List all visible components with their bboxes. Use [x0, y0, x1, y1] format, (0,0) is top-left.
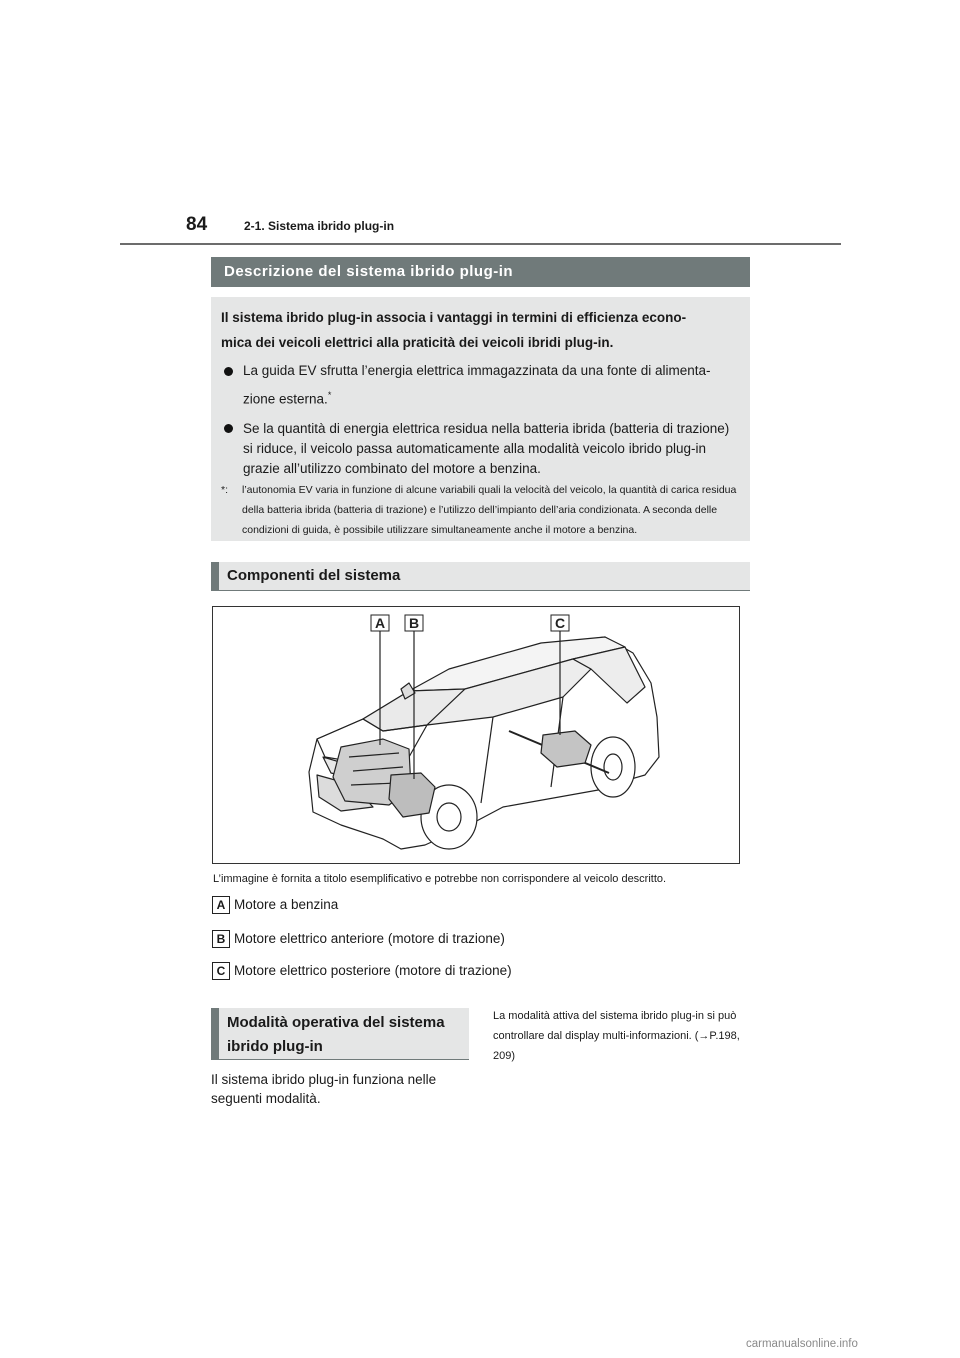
- figure-caption: L’immagine è fornita a titolo esemplificativo e potrebbe non corrispondere al veicolo descritto.: [213, 873, 667, 885]
- bullet-line-2: zione esterna.: [243, 391, 328, 407]
- intro-line-2: mica dei veicoli elettrici alla praticità dei veicoli ibridi plug-in.: [221, 335, 614, 350]
- legend-text-c: Motore elettrico posteriore (motore di trazione): [234, 963, 512, 978]
- bullet-dot-icon: [224, 424, 233, 433]
- footnote-asterisk: *: [327, 390, 332, 400]
- legend-text-b: Motore elettrico anteriore (motore di trazione): [234, 931, 505, 946]
- legend-item-b: [212, 930, 505, 948]
- footnote-text: l’autonomia EV varia in funzione di alcune variabili quali la velocità del veicolo, la quantità di carica residua della batteria ibrida (batteria di trazione) e l’utilizzo dell’impianto dell’aria condizionata. A seconda delle condizioni di guida, è possibile utilizzare simultaneamente anche il motore a benzina.: [242, 483, 737, 536]
- footnote: [221, 480, 740, 540]
- legend-key-b: B: [212, 930, 230, 948]
- figure-label-a: A: [375, 615, 386, 631]
- vehicle-drawing: [213, 607, 739, 863]
- section-title-description: Descrizione del sistema ibrido plug-in: [211, 257, 750, 287]
- car-door-line: [481, 717, 493, 803]
- bullet-text: Se la quantità di energia elettrica residua nella batteria ibrida (batteria di trazione) si riduce, il veicolo passa automaticamente alla modalità veicolo ibrido plug-in grazie all’utilizzo combinato del motore a benzina.: [243, 420, 730, 476]
- section-heading-components: Componenti del sistema: [211, 562, 750, 591]
- section-heading-operating-mode: [211, 1008, 469, 1060]
- footnote-mark: *:: [221, 483, 229, 496]
- intro-line-1: Il sistema ibrido plug-in associa i vantaggi in termini di efficienza econo-: [221, 310, 687, 325]
- mode-display-note: La modalità attiva del sistema ibrido plug-in si può controllare dal display multi-informazioni. (→P.198, 209): [493, 1010, 740, 1062]
- page-number: 84: [186, 214, 208, 235]
- rear-motor-shape: [541, 731, 591, 767]
- legend-item-a: [212, 896, 338, 914]
- mode-title-line-1: Modalità operativa del sistema: [227, 1014, 445, 1031]
- front-motor-shape: [389, 773, 435, 817]
- bullet-item: [221, 419, 740, 479]
- legend-item-c: [212, 962, 512, 980]
- figure-label-b: B: [409, 615, 420, 631]
- running-head: 2-1. Sistema ibrido plug-in: [244, 219, 395, 233]
- mode-title-line-2: ibrido plug-in: [227, 1038, 323, 1055]
- figure-label-c: C: [555, 615, 566, 631]
- bullet-item: [221, 359, 740, 412]
- legend-key-a: A: [212, 896, 230, 914]
- intro-text: [221, 305, 740, 355]
- bullet-dot-icon: [224, 367, 233, 376]
- site-watermark: carmanualsonline.info: [746, 1338, 858, 1350]
- vehicle-illustration: [212, 606, 740, 864]
- legend-key-c: C: [212, 962, 230, 980]
- rear-wheel: [591, 737, 635, 797]
- bullet-line-1: La guida EV sfrutta l’energia elettrica immagazzinata da una fonte di alimenta-: [243, 363, 711, 378]
- intro-box: [211, 297, 750, 541]
- mode-description: Il sistema ibrido plug-in funziona nelle seguenti modalità.: [211, 1072, 437, 1106]
- header-rule: [120, 243, 841, 245]
- legend-text-a: Motore a benzina: [234, 897, 339, 912]
